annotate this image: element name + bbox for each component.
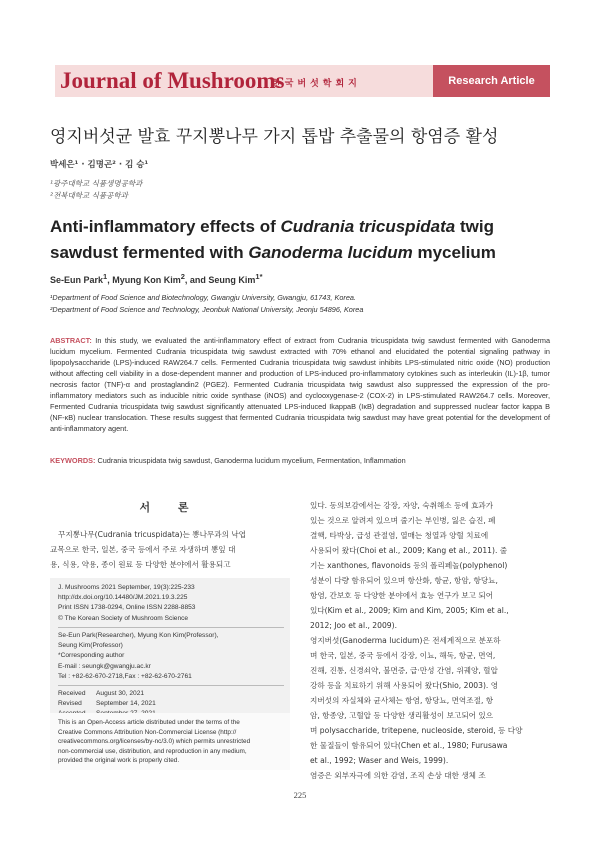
body-text-left	[50, 527, 290, 572]
keywords	[50, 456, 550, 465]
body-line: 교목으로 한국, 일본, 중국 등에서 주로 자생하며 뽕잎 대	[50, 545, 236, 554]
body-line: 지버섯의 자실체와 균사체는 항염, 항당뇨, 면역조절, 항	[310, 696, 494, 705]
abstract-line: production of LPS-induced pro-inflammatory cytokines such as interleukin (IL)-1β, tumor necrosis factor (TNF)-α and	[50, 369, 550, 389]
keywords-text: Cudrania tricuspidata twig sawdust, Ganoderma lucidum mycelium, Fermentation, Inflammation	[97, 456, 406, 465]
article-type-badge: Research Article	[433, 65, 550, 97]
affiliation-ko-2: ²전북대학교 식품공학과	[50, 191, 128, 200]
body-line: 강하 등을 치료하기 위해 사용되어 왔다(Shio, 2003). 영	[310, 681, 499, 690]
citation-block: J. Mushrooms 2021 September, 19(3):225-233 http://dx.doi.org/10.14480/JM.2021.19.3.225 Print ISSN 1738-0294, Online ISSN 2288-8853 © The Korean Society of Mushroom Science	[58, 583, 284, 624]
author-name: Seung Kim	[208, 275, 256, 285]
keywords-label: KEYWORDS:	[50, 456, 96, 465]
abstract-line: prostaglandin2 (PGE2). Fermented Cudrania tricuspidata twig sawdust also suppressed the expression of the pro-inflammatory	[50, 380, 550, 400]
title-english: Anti-inflammatory effects of Cudrania tricuspidata twig sawdust fermented with Ganoderma lucidum mycelium	[50, 217, 496, 262]
journal-name: Journal of Mushrooms	[60, 68, 285, 93]
affiliation-en-1: ¹Department of Food Science and Biotechnology, Gwangju University, Gwangju, 61743, Korea.	[50, 293, 356, 302]
abstract-line: mediators such as inducible nitric oxide synthase (iNOS) and cyclooxygenase-2 (COX-2) in LPS-stimulated RAW264.7 cells.	[95, 391, 515, 400]
body-line: 항염, 간보호 등 다양한 분야에서 효능 연구가 보고 되어	[310, 591, 494, 600]
license-link[interactable]: Creative Commons Attribution Non-Commercial License (http://	[58, 728, 237, 736]
abstract-line: with Ganoderma lucidum mycelium. Fermented Cudrania tricuspidata twig sawdust extracted with 70% ethanol and elucidated	[50, 336, 551, 356]
abstract	[50, 335, 550, 434]
title-korean: 영지버섯균 발효 꾸지뽕나무 가지 톱밥 추출물의 항염증 활성	[50, 127, 499, 147]
open-access-notice: This is an Open-Access article distributed under the terms of the Creative Commons Attribution Non-Commercial License (http:// creativecommons.org/licenses/by-nc/3.0) which permits unrestricted non-commercial use, distribution, and reproduction in any medium, provided the original work is properly cited.	[50, 713, 290, 770]
abstract-label: ABSTRACT:	[50, 336, 92, 345]
body-line: 진해, 진통, 신경쇠약, 불면증, 급·만성 간염, 위궤양, 혈압	[310, 666, 498, 675]
body-text-right	[310, 498, 550, 783]
body-line: 성분이 다량 함유되어 있으며 항산화, 항균, 항암, 항당뇨,	[310, 576, 498, 585]
body-line: 암, 항종양, 고혈압 등 다양한 생리활성이 보고되어 있으	[310, 711, 494, 720]
body-line: 며 polysaccharide, tritepene, nucleoside, steroid, 등 다양	[310, 726, 523, 735]
body-line: 염증은 외부자극에 의한 감염, 조직 손상 대한 생체 조	[310, 771, 486, 780]
body-line: 있다(Kim et al., 2009; Kim and Kim, 2005; Kim et al.,	[310, 606, 509, 615]
info-divider	[58, 685, 284, 686]
body-line: 사용되어 왔다(Choi et al., 2009; Kang et al., 2011). 줄	[310, 546, 508, 555]
body-line: 꾸지뽕나무(Cudrania tricuspidata)는 뽕나무과의 낙엽	[58, 530, 247, 539]
author-name: Se-Eun Park	[50, 275, 104, 285]
journal-name-korean: 한국버섯학회지	[272, 79, 361, 89]
abstract-line: suppressed nuclear factor kappa B (NF-κB) nuclear translocation. These results suggest that fermented Cudrania tricuspidata twig	[50, 402, 550, 422]
page-number: 225	[293, 790, 307, 800]
author-ko: 김명곤²	[87, 160, 116, 170]
section-heading-introduction: 서 론	[139, 501, 201, 514]
body-line: 용, 식용, 약용, 종이 원료 등 다양한 분야에서 활용되고	[50, 560, 231, 569]
affiliation-ko-1: ¹광주대학교 식품생명공학과	[50, 179, 143, 188]
abstract-line: sawdust inhibits LPS-stimulated nitric oxide (NO) production without affecting cell viability in a dose-dependent manner and	[50, 358, 550, 378]
info-divider	[58, 627, 284, 628]
abstract-line: Moreover, Fermented Cudrania tricuspidata twig sawdust significantly attenuated LPS-induced IkappaB (IκB) degradation and	[50, 391, 550, 411]
body-line: 있는 것으로 알려져 있으며 줄기는 부인병, 잃은 습진, 폐	[310, 516, 496, 525]
body-line: 며 한국, 일본, 중국 등에서 강장, 이뇨, 해독, 항균, 면역,	[310, 651, 496, 660]
doi-link[interactable]: http://dx.doi.org/10.14480/JM.2021.19.3.225	[58, 594, 188, 602]
body-line: 2012; Joo et al., 2009).	[310, 621, 398, 630]
authors-korean: 박세은¹ · 김명곤² · 김 승¹	[50, 160, 149, 170]
author-ko: 박세은¹	[50, 160, 79, 170]
abstract-line: In this study, we evaluated the anti-inflammatory effect of extract from Cudrania tricuspidata twig sawdust fermented	[95, 336, 492, 345]
affiliation-en-2: ²Department of Food Science and Technology, Jeonbuk National University, Jeonju 54896, Korea	[50, 305, 364, 314]
dates-block: Received August 30, 2021 Revised September 14, 2021	[58, 690, 156, 708]
species-name: Ganoderma lucidum	[248, 243, 413, 262]
abstract-line: sawdust may have great potential for the development of anti-inflammatory agent.	[50, 413, 551, 433]
contact-block: Se-Eun Park(Researcher), Myung Kon Kim(Professor), Seung Kim(Professor) *Corresponding author E-mail : seungk@gwangju.ac.kr Tel : +82-62-670-2718,Fax : +82-62-670-2761	[58, 631, 284, 682]
authors-english: Se-Eun Park$^1$, Myung Kon Kim$^2$, and Seung Kim$^{1*}$	[50, 272, 263, 285]
body-line: et al., 1992; Waser and Weis, 1999).	[310, 756, 449, 765]
body-line: 있다. 동의보감에서는 강장, 자양, 숙취해소 등에 효과가	[310, 501, 494, 510]
email-link[interactable]: E-mail : seungk@gwangju.ac.kr	[58, 662, 151, 670]
body-line: 영지버섯(Ganoderma lucidum)은 전세계적으로 분포하	[310, 636, 501, 645]
author-ko: 김 승¹	[125, 160, 149, 170]
body-line: 결핵, 타박상, 급성 관절염, 열매는 청열과 양혈 치료에	[310, 531, 489, 540]
body-line: 기는 xanthones, flavonoids 등의 폴리페놀(polyphenol)	[310, 561, 508, 570]
abstract-line: the potential signaling pathway in lipopolysaccharide (LPS)-induced RAW264.7 cells. Fermented Cudrania tricuspidata twig	[50, 347, 550, 367]
species-name: Cudrania tricuspidata	[280, 217, 456, 236]
body-line: 한 물질들이 함유되어 있다(Chen et al., 1980; Furusawa	[310, 741, 508, 750]
author-name: Myung Kon Kim	[112, 275, 181, 285]
